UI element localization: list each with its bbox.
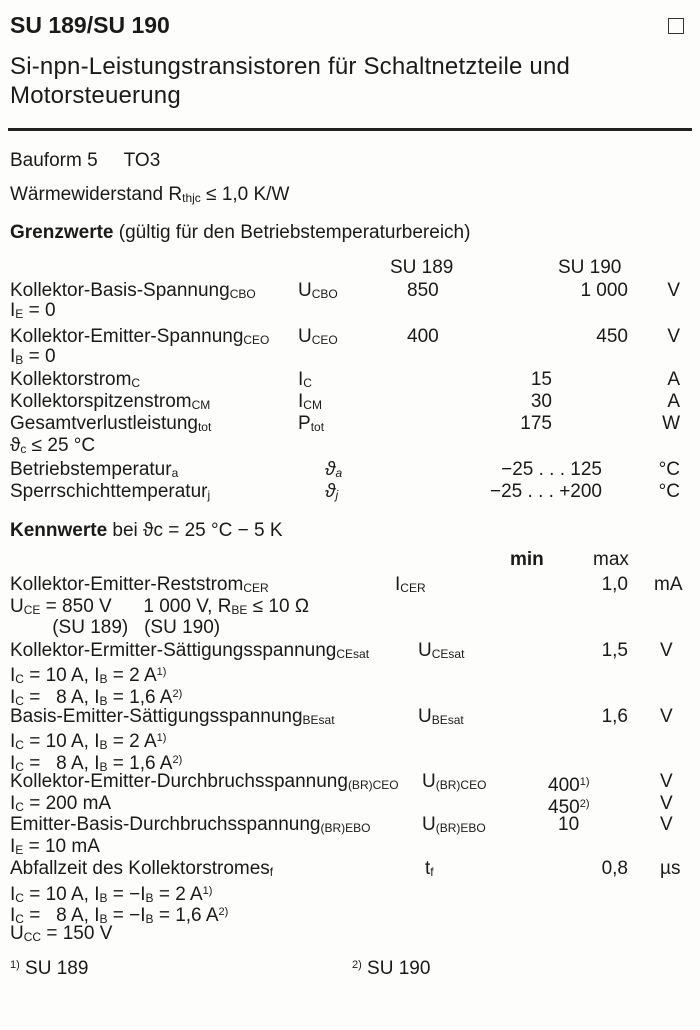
unit: W (662, 413, 680, 434)
page-title: SU 189/SU 190 (10, 12, 170, 38)
unit: V (660, 706, 673, 727)
row-tail: = 0 (23, 300, 56, 321)
value-su189: 400 (407, 326, 439, 347)
row-label: Kollektor-Ermitter-Sättigungsspannung (10, 640, 337, 661)
row-sub: B (15, 353, 24, 367)
grenz-row (10, 481, 210, 506)
kenn-heading (10, 520, 283, 542)
row-sub2: BE (231, 603, 248, 617)
symbol-main: t (425, 858, 431, 879)
row-label: I (10, 665, 16, 686)
grenz-heading-note: (gültig für den Betriebstemperaturbereich) (118, 222, 471, 243)
row-label: Kollektor-Emitter-Durchbruchsspannung (10, 771, 348, 792)
row-sub3: B (145, 891, 154, 905)
grenz-heading-title: Grenzwerte (10, 222, 114, 243)
row-sub: CEO (243, 333, 270, 347)
row-sub: CER (243, 581, 269, 595)
bauform-label: Bauform 5 (10, 150, 98, 171)
row-label: ϑ (10, 435, 21, 456)
value-su190: 1 000 (580, 280, 628, 301)
value-max: 1,5 (601, 640, 628, 661)
row-sub: CE (23, 603, 41, 617)
value-common: 15 (530, 369, 552, 390)
value-common: −25 . . . 125 (501, 459, 602, 480)
value-max: 1,6 (601, 706, 628, 727)
symbol-main: I (298, 369, 304, 390)
row-tail3: = 1,6 A (153, 905, 219, 926)
col-su189: SU 189 (390, 257, 454, 278)
row-label: (SU 189) (SU 190) (10, 617, 221, 638)
value-max: 1,0 (601, 574, 628, 595)
subtitle-line-2: Motorsteuerung (10, 82, 181, 109)
row-sub: a (171, 466, 179, 480)
row-label: Kollektor-Basis-Spannung (10, 280, 230, 301)
row-sub: C (15, 694, 24, 708)
row-label: U (10, 596, 24, 617)
row-tail2: = −I (107, 905, 146, 926)
unit: A (667, 391, 680, 412)
symbol-main: U (298, 326, 312, 347)
row-sub: C (15, 760, 24, 774)
grenz-row (10, 435, 95, 460)
value-common: −25 . . . +200 (490, 481, 602, 502)
value-common: 30 (530, 391, 552, 412)
unit: °C (658, 459, 680, 480)
min-value: 400 (548, 775, 580, 796)
row-label: Kollektorstrom (10, 369, 132, 390)
row-sub: C (15, 891, 24, 905)
waerme-symbol: R (168, 184, 183, 205)
row-label: I (10, 753, 16, 774)
row-tail2: = 2 A (107, 665, 157, 686)
row-sup: 1) (202, 885, 213, 897)
grenz-row (10, 300, 56, 325)
row-symbol (418, 706, 464, 731)
unit: V (660, 640, 673, 661)
row-tail2: = −I (107, 884, 146, 905)
row-tail: = 200 mA (23, 793, 112, 814)
row-label: I (10, 884, 16, 905)
row-sub: j (207, 488, 211, 502)
row-label: I (10, 836, 16, 857)
row-tail: = 8 A, I (23, 753, 100, 774)
row-sub2: B (99, 694, 108, 708)
symbol-sub: CER (400, 581, 426, 595)
col-su190: SU 190 (558, 257, 622, 278)
unit: A (667, 369, 680, 390)
row-tail: = 0 (23, 346, 56, 367)
unit: µs (660, 858, 681, 879)
col-min: min (510, 549, 544, 570)
row-tail2: ≤ 10 Ω (247, 596, 310, 617)
row-tail2: = 1,6 A (107, 753, 173, 774)
waerme-value: 1,0 K/W (221, 184, 290, 205)
row-tail: = 10 mA (23, 836, 100, 857)
row-sub: CBO (229, 287, 256, 301)
row-sup: 1) (156, 732, 167, 744)
unit: V (660, 771, 673, 792)
row-label: Kollektor-Emitter-Reststrom (10, 574, 244, 595)
row-label: Sperrschichttemperatur (10, 481, 208, 502)
row-sub3: B (145, 912, 154, 926)
symbol-main: U (418, 640, 432, 661)
symbol-main: U (418, 706, 432, 727)
row-sub2: B (99, 891, 108, 905)
waerme-sub: thjc (182, 191, 201, 205)
symbol-sub: CM (303, 398, 322, 412)
row-symbol (418, 640, 464, 665)
min-footnote: 2) (579, 798, 590, 810)
value-su189: 850 (407, 280, 439, 301)
footnote-text: SU 189 (19, 958, 89, 979)
symbol-sub: CBO (311, 287, 338, 301)
row-sub: C (15, 912, 24, 926)
symbol-main: P (298, 413, 311, 434)
footnote-text: SU 190 (361, 958, 431, 979)
row-label: I (10, 687, 16, 708)
row-symbol (298, 326, 338, 351)
row-sub: C (131, 376, 141, 390)
row-sub: f (269, 865, 274, 879)
row-label: Basis-Emitter-Sättigungsspannung (10, 706, 303, 727)
kenn-row (10, 923, 112, 948)
value-min (558, 814, 579, 836)
row-symbol (325, 481, 338, 506)
row-tail: = 8 A, I (23, 905, 100, 926)
symbol-sub: tot (310, 420, 325, 434)
row-label: I (10, 346, 16, 367)
symbol-sub: f (430, 865, 434, 879)
row-tail: = 10 A, I (23, 731, 100, 752)
symbol-main: ϑ (325, 481, 336, 502)
row-sub2: B (99, 912, 108, 926)
min-footnote: 1) (579, 776, 590, 788)
symbol-main: I (298, 391, 304, 412)
row-sub: C (15, 672, 24, 686)
symbol-main: ϑ (325, 459, 336, 480)
col-max: max (593, 549, 629, 570)
waerme-line (10, 184, 289, 209)
kenn-heading-title: Kennwerte (10, 520, 108, 541)
row-label: Kollektorspitzenstrom (10, 391, 192, 412)
unit: mA (654, 574, 683, 595)
symbol-sub: CEO (311, 333, 338, 347)
row-label: Abfallzeit des Kollektorstromes (10, 858, 270, 879)
value-max: 0,8 (601, 858, 628, 879)
symbol-main: U (298, 280, 312, 301)
grenz-row (10, 346, 56, 371)
unit: V (667, 326, 680, 347)
row-tail: = 10 A, I (23, 665, 100, 686)
row-sub: C (15, 800, 24, 814)
kenn-row (10, 617, 220, 639)
row-label: I (10, 905, 16, 926)
row-label: Emitter-Basis-Durchbruchsspannung (10, 814, 321, 835)
row-sub: E (15, 843, 24, 857)
row-label: I (10, 300, 16, 321)
row-symbol (395, 574, 426, 599)
bauform-value: TO3 (123, 150, 161, 171)
symbol-main: U (422, 814, 436, 835)
footnote-1 (10, 954, 88, 980)
row-sub: c (20, 442, 27, 456)
row-tail2: = 2 A (107, 731, 157, 752)
value-su190: 450 (596, 326, 628, 347)
row-sub: tot (197, 420, 212, 434)
bauform-line (10, 150, 160, 172)
min-value: 10 (558, 814, 580, 835)
subtitle-line-1: Si-npn-Leistungstransistoren für Schaltnetzteile und (10, 53, 571, 80)
row-sub: CM (191, 398, 211, 412)
row-sub: BEsat (302, 713, 335, 727)
row-sub: (BR)EBO (320, 821, 371, 835)
unit: V (660, 793, 673, 814)
symbol-sub: j (335, 488, 339, 502)
row-label: Betriebstemperatur (10, 459, 172, 480)
row-sub: E (15, 307, 24, 321)
row-sup: 2) (172, 754, 183, 766)
row-symbol (298, 280, 338, 305)
row-sup: 2) (172, 688, 183, 700)
row-symbol (425, 858, 434, 883)
row-sub2: B (99, 760, 108, 774)
row-tail: ≤ 25 °C (26, 435, 96, 456)
unit: °C (658, 481, 680, 502)
grenz-heading (10, 222, 470, 244)
row-symbol (422, 814, 486, 839)
row-tail: = 150 V (41, 923, 113, 944)
divider (8, 128, 692, 131)
row-sub: CC (23, 930, 42, 944)
row-label: U (10, 923, 24, 944)
symbol-sub: CEsat (431, 647, 465, 661)
row-label: I (10, 793, 16, 814)
row-sup: 1) (156, 666, 167, 678)
unit: V (660, 814, 673, 835)
row-sub: C (15, 738, 24, 752)
symbol-sub: (BR)CEO (435, 778, 487, 792)
row-label: Gesamtverlustleistung (10, 413, 198, 434)
symbol-sub: C (303, 376, 312, 390)
unit: V (667, 280, 680, 301)
symbol-sub: BEsat (431, 713, 464, 727)
row-sub2: B (99, 672, 108, 686)
row-label: Kollektor-Emitter-Spannung (10, 326, 244, 347)
row-tail3: = 2 A (153, 884, 203, 905)
row-sub2: B (99, 738, 108, 752)
row-tail: = 8 A, I (23, 687, 100, 708)
symbol-sub: a (335, 466, 343, 480)
row-symbol (298, 413, 324, 438)
symbol-main: I (395, 574, 401, 595)
waerme-rel: ≤ (206, 184, 217, 205)
row-symbol (422, 771, 486, 796)
value-common: 175 (520, 413, 552, 434)
min-value: 450 (548, 797, 580, 818)
row-sub: CEsat (336, 647, 370, 661)
checkbox-square (668, 18, 684, 34)
symbol-main: U (422, 771, 436, 792)
row-tail: = 850 V 1 000 V, R (40, 596, 232, 617)
symbol-sub: (BR)EBO (435, 821, 486, 835)
waerme-label: Wärmewiderstand (10, 184, 164, 205)
footnote-mark: 2) (352, 959, 362, 971)
footnote-mark: 1) (10, 959, 20, 971)
row-tail2: = 1,6 A (107, 687, 173, 708)
kenn-heading-note: bei ϑc = 25 °C − 5 K (112, 520, 283, 541)
row-sup: 2) (218, 906, 229, 918)
row-tail: = 10 A, I (23, 884, 100, 905)
footnote-2 (352, 954, 430, 980)
row-sub: (BR)CEO (347, 778, 399, 792)
row-label: I (10, 731, 16, 752)
